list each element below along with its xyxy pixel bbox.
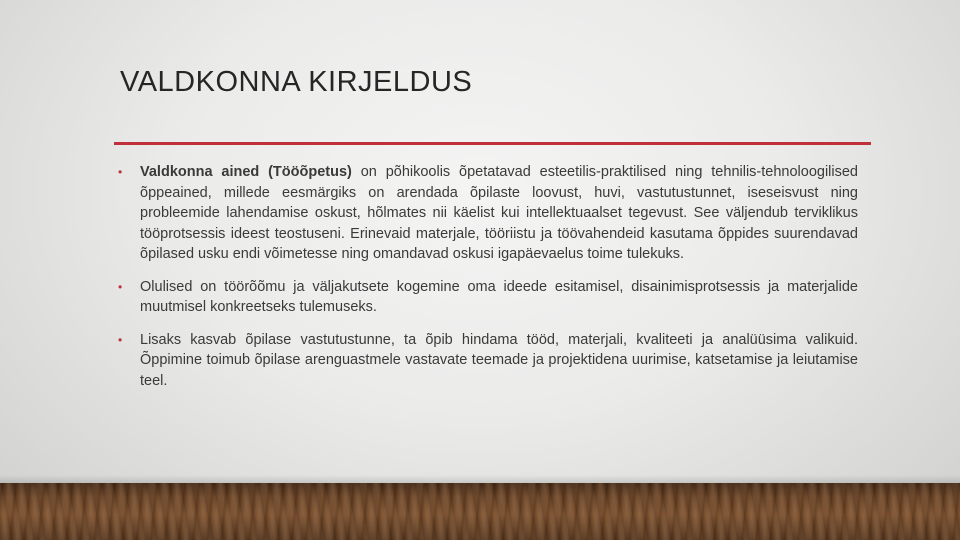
- bullet-item: [118, 162, 858, 265]
- slide-title: VALDKONNA KIRJELDUS: [120, 66, 473, 98]
- bullet-text: Olulised on töörõõmu ja väljakutsete kogemine oma ideede esitamisel, disainimisprotsessis ja materjalide muutmisel konkreetseks tulemuseks.: [140, 278, 858, 315]
- bullet-dot-icon: •: [118, 332, 123, 347]
- bullet-item: [118, 330, 858, 392]
- bullet-text: on põhikoolis õpetatavad esteetilis-praktilised ning tehnilis-tehnoloogilised õppeained, millede eesmärgiks on arendada õpilaste loovust, huvi, vastutustunnet, iseseisvust ning probleemide lahendamise oskust, hõlmates nii käelist kui intellektuaalset tegevust. See väljendub terviklikus tööprotsessis ideest teostuseni. Erinevaid materjale, tööriistu ja töövahendeid kasutama õppides suurendavad õpilased usku endi võimetesse ning omandavad oskusi igapäevaelus toime tulekuks.: [140, 164, 858, 262]
- title-divider: [114, 142, 871, 145]
- bullet-dot-icon: •: [118, 279, 123, 294]
- bullet-item: [118, 277, 858, 318]
- wooden-floor: [0, 483, 960, 540]
- bullet-bold-text: Valdkonna ained (Tööõpetus): [140, 164, 352, 180]
- bullet-text: Lisaks kasvab õpilase vastutustunne, ta õpib hindama tööd, materjali, kvaliteeti ja analüüsima valikuid. Õppimine toimub õpilase arenguastmele vastavate teemade ja projektidena uurimise, katsetamise ja leiutamise teel.: [140, 331, 858, 389]
- bullet-dot-icon: •: [118, 165, 123, 179]
- bullet-list: [118, 162, 858, 403]
